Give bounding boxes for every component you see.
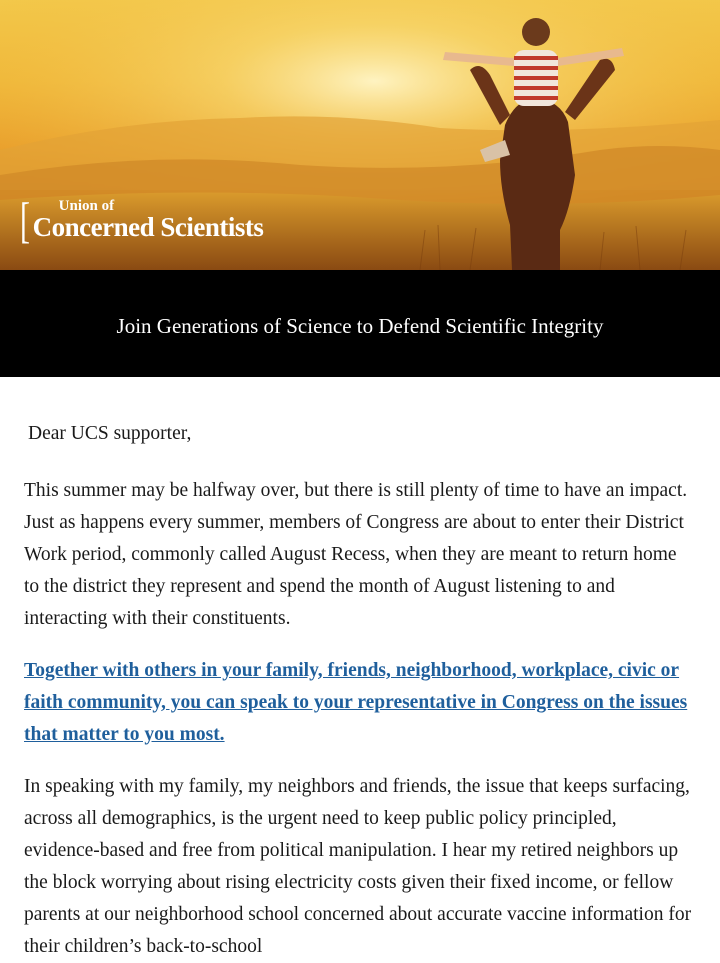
logo-bracket: [: [20, 192, 30, 248]
paragraph-1: This summer may be halfway over, but there is still plenty of time to have an impact. Just as happens every summer, members of Congress are about to enter their District Work period, commonly called August Recess, when they are meant to return home to the district they represent and spend the month of August listening to and interacting with their constituents.: [24, 480, 688, 629]
cta-paragraph: [24, 655, 696, 751]
greeting: Dear UCS supporter,: [28, 423, 192, 444]
logo-line1: Union of: [58, 198, 115, 214]
email-body: [0, 377, 720, 963]
banner-title: Join Generations of Science to Defend Scientific Integrity: [116, 314, 604, 338]
ucs-logo[interactable]: [20, 192, 264, 248]
logo-line2: Concerned Scientists: [32, 212, 264, 242]
title-banner: [0, 270, 720, 377]
paragraph-2: In speaking with my family, my neighbors and friends, the issue that keeps surfacing, across all demographics, is the urgent need to keep public policy principled, evidence-based and free from political manipulation. I hear my retired neighbors up the block worrying about rising electricity costs given their fixed income, or fellow parents at our neighborhood school concerned about accurate vaccine information for their children’s back-to-school: [24, 776, 692, 957]
hero-image: [0, 0, 720, 270]
cta-link[interactable]: Together with others in your family, friends, neighborhood, workplace, civic or faith community, you can speak to your representative in Congress on the issues that matter to you most.: [24, 660, 688, 745]
